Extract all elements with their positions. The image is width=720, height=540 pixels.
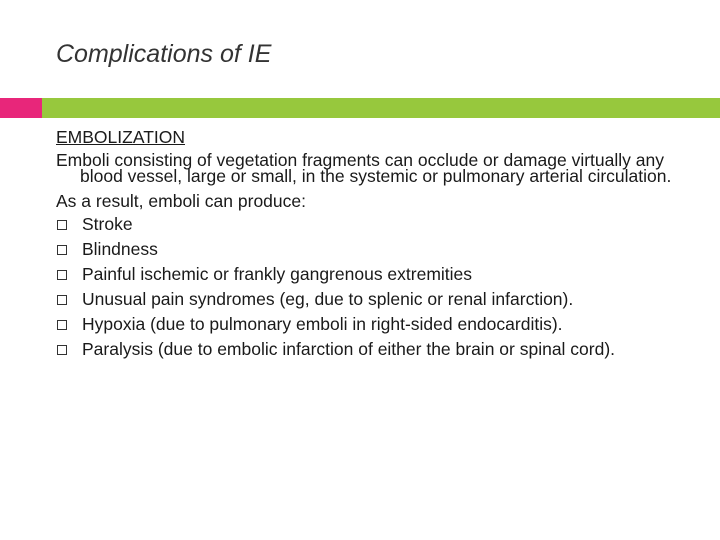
section-heading: EMBOLIZATION: [56, 127, 185, 147]
list-item-label: Paralysis (due to embolic infarction of either the brain or spinal cord).: [82, 339, 616, 359]
square-box-icon: [57, 345, 67, 355]
list-intro: As a result, emboli can produce:: [56, 190, 306, 211]
square-box-icon: [57, 245, 67, 255]
list-item-label: Unusual pain syndromes (eg, due to splenic or renal infarction).: [82, 289, 574, 309]
body-paragraph: Emboli consisting of vegetation fragments can occlude or damage virtually any blood vessel, large or small, in the systemic or pulmonary arterial circulation.: [56, 149, 672, 186]
slide-body: [56, 126, 706, 362]
square-box-icon: [57, 220, 67, 230]
list-item-label: Hypoxia (due to pulmonary emboli in right-sided endocarditis).: [82, 314, 563, 334]
list-item: [56, 237, 706, 262]
square-box-icon: [57, 270, 67, 280]
list-item: [56, 337, 706, 362]
list-item-label: Blindness: [82, 239, 158, 259]
square-box-icon: [57, 295, 67, 305]
complication-list: [56, 212, 706, 362]
green-accent-bar: [42, 98, 720, 118]
square-box-icon: [57, 320, 67, 330]
pink-accent-bar: [0, 98, 42, 118]
list-item: [56, 287, 706, 312]
list-item: [56, 312, 706, 337]
list-item: [56, 212, 706, 237]
list-item: [56, 262, 706, 287]
list-item-label: Stroke: [82, 214, 133, 234]
list-item-label: Painful ischemic or frankly gangrenous extremities: [82, 264, 473, 284]
slide-title: Complications of IE: [56, 40, 272, 68]
